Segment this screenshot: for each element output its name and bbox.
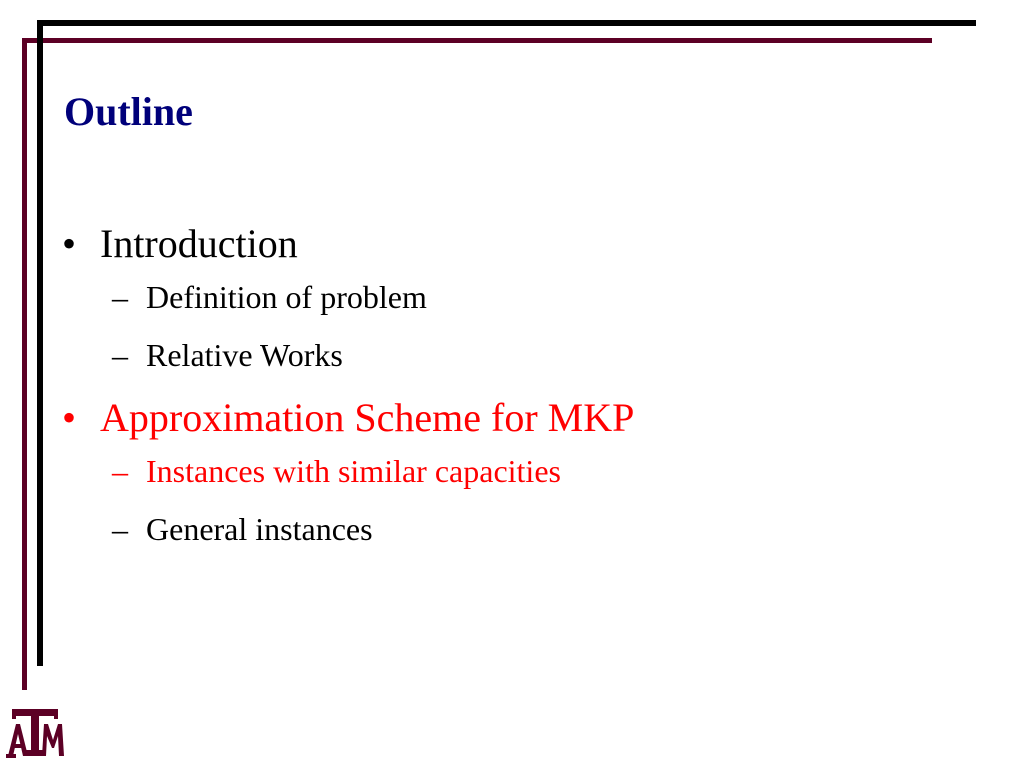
subbullet-text: Instances with similar capacities xyxy=(146,453,561,489)
bullet-text: Introduction xyxy=(100,221,298,266)
subbullet-item-definition xyxy=(112,278,962,316)
atm-logo-icon xyxy=(6,706,64,762)
subbullet-item-similar-capacities xyxy=(112,452,962,490)
bullet-item-approximation-scheme xyxy=(62,394,962,442)
frame-top-black-line xyxy=(38,20,976,26)
subbullet-marker: – xyxy=(112,453,128,489)
bullet-marker: • xyxy=(62,221,77,266)
subbullet-text: General instances xyxy=(146,511,373,547)
subbullet-marker: – xyxy=(112,337,128,373)
slide-title: Outline xyxy=(64,89,193,134)
bullet-text: Approximation Scheme for MKP xyxy=(100,395,635,440)
subbullet-text: Relative Works xyxy=(146,337,343,373)
subbullet-marker: – xyxy=(112,279,128,315)
subbullet-marker: – xyxy=(112,511,128,547)
subbullet-item-general-instances xyxy=(112,510,962,548)
frame-left-maroon-line xyxy=(22,38,27,690)
subbullet-item-relative-works xyxy=(112,336,962,374)
frame-top-maroon-line xyxy=(22,38,932,43)
outline-list xyxy=(62,220,962,568)
bullet-marker: • xyxy=(62,395,77,440)
bullet-item-introduction xyxy=(62,220,962,268)
frame-left-black-line xyxy=(37,20,43,666)
subbullet-text: Definition of problem xyxy=(146,279,427,315)
